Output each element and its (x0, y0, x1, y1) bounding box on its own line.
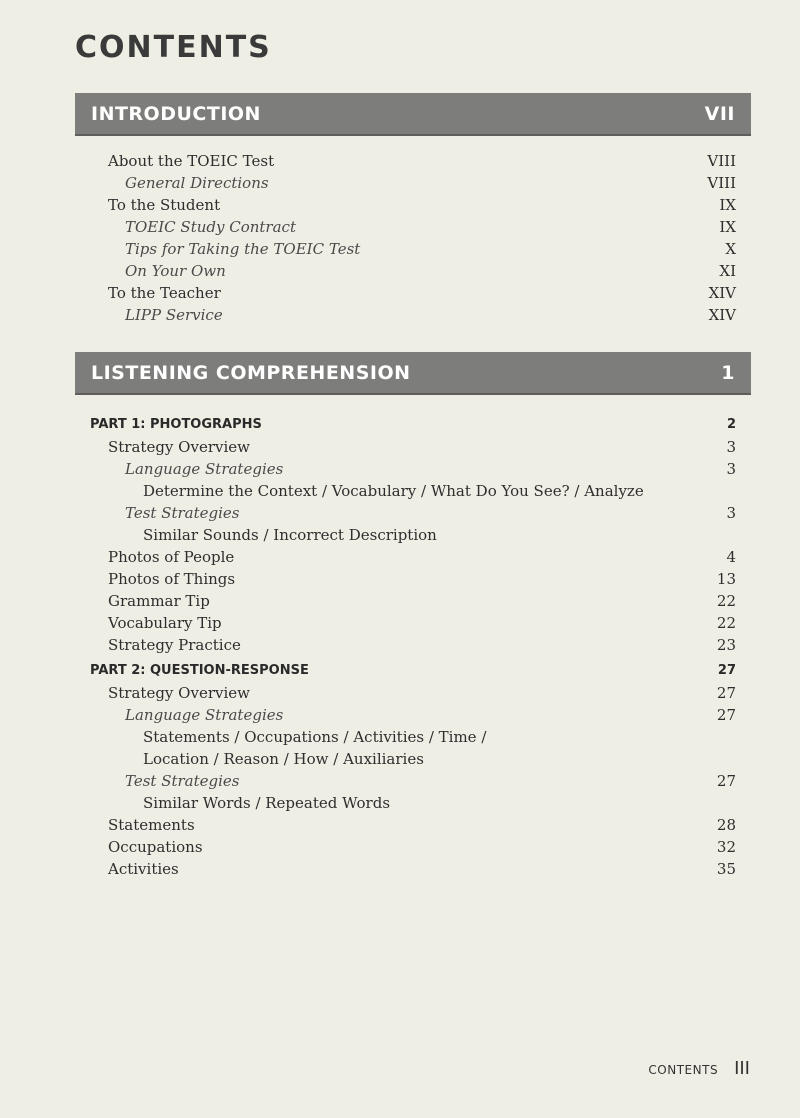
toc-entry-page: 22 (716, 614, 736, 632)
part-page: 27 (717, 663, 736, 678)
toc-entry-page: XI (719, 262, 736, 280)
toc-entry[interactable] (75, 150, 736, 172)
toc-entry (75, 480, 736, 502)
page-title: CONTENTS (75, 30, 272, 65)
toc-entry-label: Strategy Overview (108, 684, 250, 702)
toc-entry[interactable] (75, 238, 736, 260)
toc-entry (75, 792, 736, 814)
toc-entry-page: VIII (707, 152, 736, 170)
part-heading-photographs[interactable] (75, 414, 736, 436)
part-title: PART 2: QUESTION-RESPONSE (90, 663, 309, 678)
toc-entry-label: On Your Own (125, 262, 226, 280)
toc-entry-page: 3 (726, 438, 736, 456)
toc-entry[interactable] (75, 436, 736, 458)
toc-entry-page: 23 (716, 636, 736, 654)
toc-entry-label: Vocabulary Tip (108, 614, 222, 632)
toc-entry (75, 748, 736, 770)
introduction-toc (75, 150, 736, 326)
toc-entry-label: Location / Reason / How / Auxiliaries (143, 750, 424, 768)
toc-entry[interactable] (75, 282, 736, 304)
section-page: VII (704, 102, 735, 125)
toc-entry[interactable] (75, 836, 736, 858)
toc-entry-label: Test Strategies (125, 772, 240, 790)
section-title: LISTENING COMPREHENSION (91, 361, 411, 384)
toc-entry-label: About the TOEIC Test (108, 152, 275, 170)
toc-entry-label: Determine the Context / Vocabulary / What Do You See? / Analyze (143, 482, 644, 500)
toc-entry-label: Occupations (108, 838, 203, 856)
toc-entry[interactable] (75, 770, 736, 792)
toc-entry-label: Strategy Practice (108, 636, 241, 654)
toc-entry[interactable] (75, 172, 736, 194)
toc-entry-label: Statements / Occupations / Activities / Time / (143, 728, 487, 746)
part-page: 2 (726, 417, 736, 432)
toc-entry[interactable] (75, 634, 736, 656)
toc-entry[interactable] (75, 216, 736, 238)
toc-entry-page: VIII (707, 174, 736, 192)
toc-entry-label: Test Strategies (125, 504, 240, 522)
toc-entry-page: XIV (708, 284, 736, 302)
toc-entry[interactable] (75, 682, 736, 704)
toc-entry[interactable] (75, 814, 736, 836)
part-title: PART 1: PHOTOGRAPHS (90, 417, 262, 432)
toc-entry[interactable] (75, 546, 736, 568)
footer-label: CONTENTS (648, 1063, 719, 1077)
toc-entry-page: X (725, 240, 736, 258)
toc-entry-page: 27 (716, 706, 736, 724)
toc-entry-page: 35 (716, 860, 736, 878)
toc-entry[interactable] (75, 458, 736, 480)
toc-entry-label: Photos of Things (108, 570, 236, 588)
toc-entry-page: 27 (716, 772, 736, 790)
section-page: 1 (721, 361, 735, 384)
toc-entry-label: TOEIC Study Contract (125, 218, 296, 236)
toc-entry-label: General Directions (125, 174, 269, 192)
part-heading-question-response[interactable] (75, 660, 736, 682)
toc-entry-page: XIV (708, 306, 736, 324)
toc-entry[interactable] (75, 858, 736, 880)
toc-entry-page: IX (719, 218, 736, 236)
page-footer (648, 1058, 750, 1079)
toc-entry-label: Statements (108, 816, 195, 834)
toc-entry-page: IX (719, 196, 736, 214)
toc-entry-label: To the Teacher (108, 284, 221, 302)
toc-entry-label: Tips for Taking the TOEIC Test (125, 240, 361, 258)
toc-entry[interactable] (75, 704, 736, 726)
toc-entry[interactable] (75, 590, 736, 612)
toc-entry-label: Strategy Overview (108, 438, 250, 456)
toc-entry-label: Similar Sounds / Incorrect Description (143, 526, 437, 544)
toc-entry-page: 3 (726, 460, 736, 478)
toc-entry-label: Activities (108, 860, 179, 878)
toc-entry-label: Language Strategies (125, 706, 284, 724)
toc-entry-label: To the Student (108, 196, 221, 214)
toc-entry-page: 13 (716, 570, 736, 588)
section-title: INTRODUCTION (91, 102, 261, 125)
listening-toc (75, 414, 736, 880)
toc-entry-label: Photos of People (108, 548, 235, 566)
toc-entry[interactable] (75, 502, 736, 524)
toc-entry[interactable] (75, 568, 736, 590)
toc-entry-page: 22 (716, 592, 736, 610)
toc-entry-label: Language Strategies (125, 460, 284, 478)
toc-entry[interactable] (75, 260, 736, 282)
page-number: III (734, 1058, 750, 1079)
toc-entry-label: Grammar Tip (108, 592, 210, 610)
toc-entry-page: 4 (726, 548, 736, 566)
section-header-listening-comprehension (75, 352, 751, 395)
toc-entry-label: Similar Words / Repeated Words (143, 794, 391, 812)
toc-entry (75, 524, 736, 546)
toc-entry-page: 3 (726, 504, 736, 522)
toc-entry-page: 27 (716, 684, 736, 702)
toc-entry[interactable] (75, 194, 736, 216)
toc-entry[interactable] (75, 612, 736, 634)
toc-entry (75, 726, 736, 748)
toc-entry-page: 32 (716, 838, 736, 856)
toc-entry-page: 28 (716, 816, 736, 834)
section-header-introduction (75, 93, 751, 136)
toc-entry[interactable] (75, 304, 736, 326)
toc-entry-label: LIPP Service (125, 306, 223, 324)
